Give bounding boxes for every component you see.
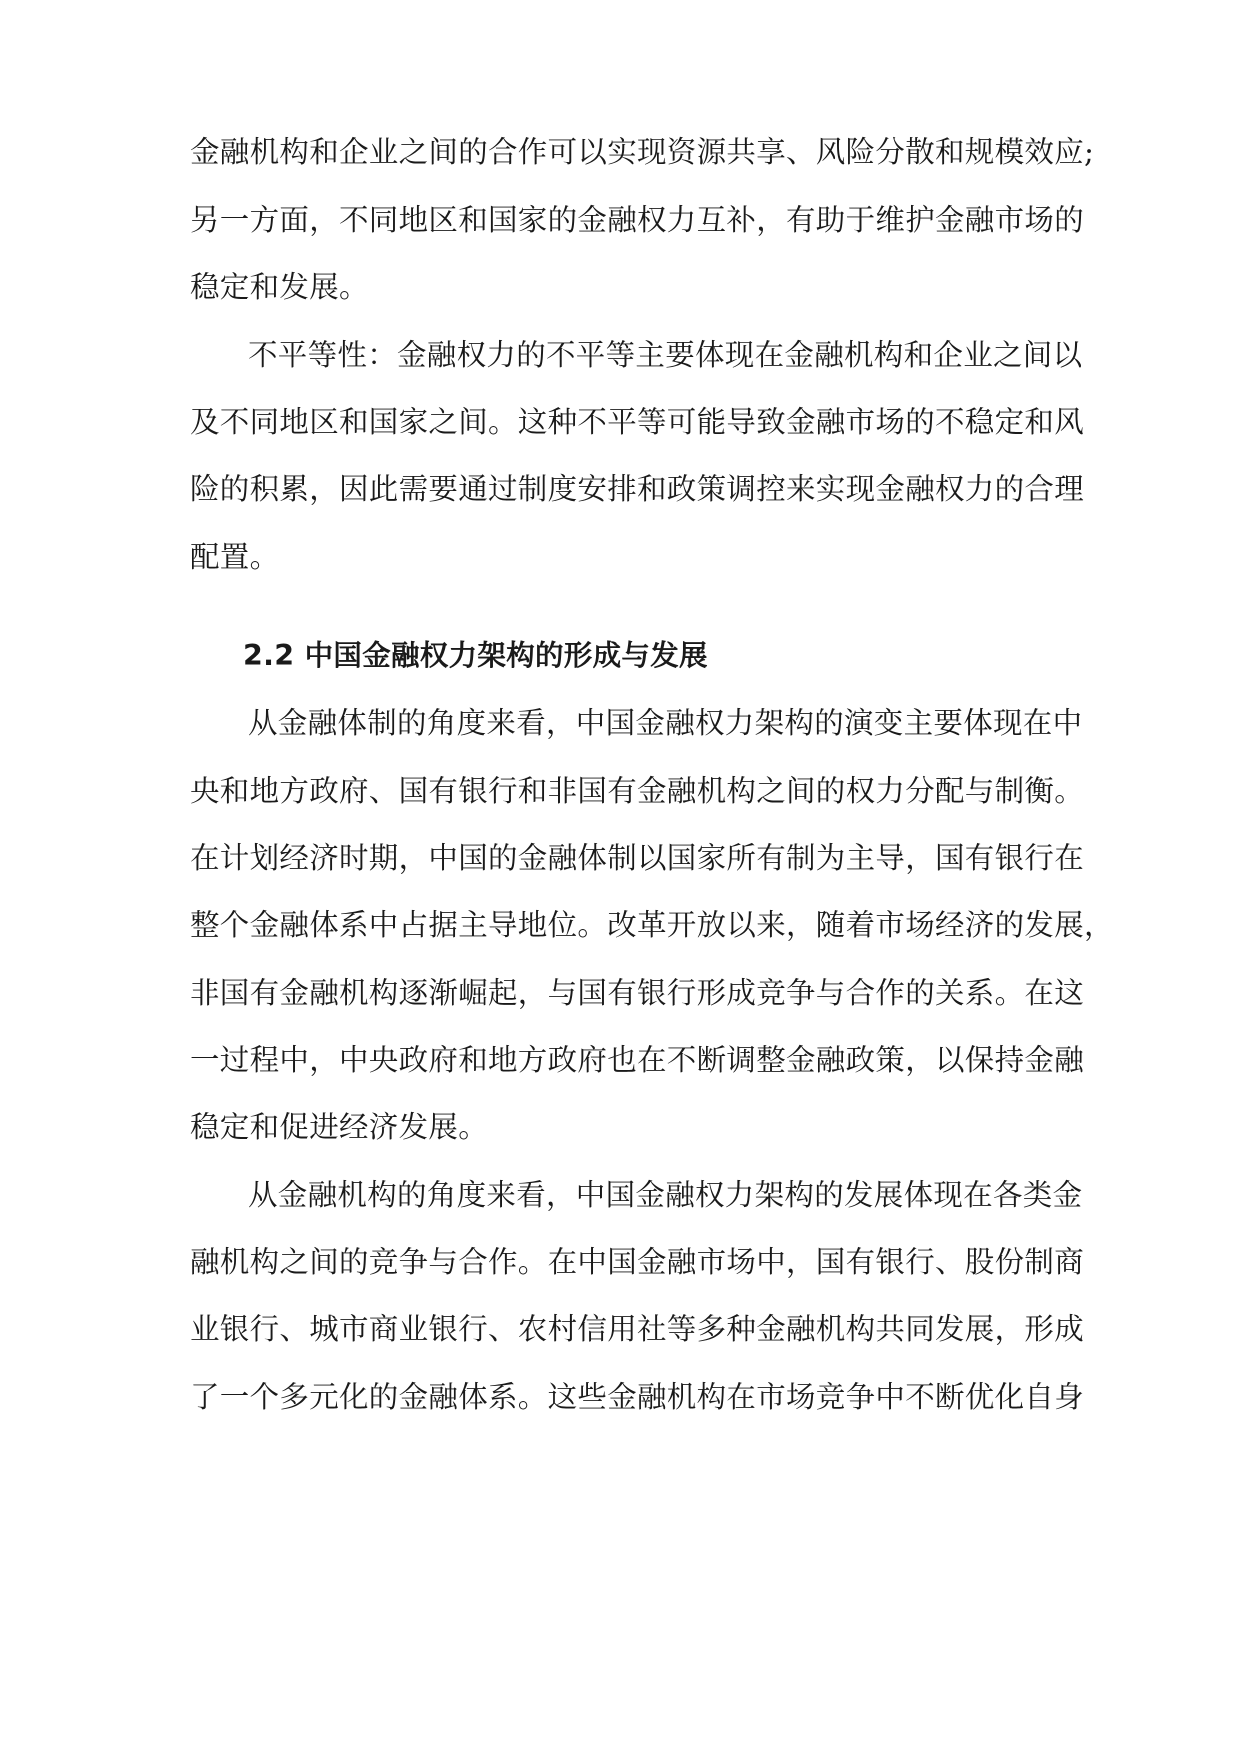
paragraph-2-line-2: 及不同地区和国家之间。这种不平等可能导致金融市场的不稳定和风 (190, 405, 1085, 439)
paragraph-4-line-2: 融机构之间的竞争与合作。在中国金融市场中，国有银行、股份制商 (190, 1245, 1085, 1279)
paragraph-3-line-6: 一过程中，中央政府和地方政府也在不断调整金融政策，以保持金融 (190, 1043, 1085, 1077)
paragraph-3-line-4: 整个金融体系中占据主导地位。改革开放以来，随着市场经济的发展， (190, 908, 1114, 942)
paragraph-3-line-3: 在计划经济时期，中国的金融体制以国家所有制为主导，国有银行在 (190, 841, 1085, 875)
paragraph-3-line-2: 央和地方政府、国有银行和非国有金融机构之间的权力分配与制衡。 (190, 774, 1085, 808)
paragraph-4-line-3: 业银行、城市商业银行、农村信用社等多种金融机构共同发展，形成 (190, 1312, 1085, 1346)
paragraph-2-line-1: 不平等性：金融权力的不平等主要体现在金融机构和企业之间以 (248, 338, 1083, 372)
paragraph-1-line-2: 另一方面，不同地区和国家的金融权力互补，有助于维护金融市场的 (190, 203, 1085, 237)
paragraph-1-line-1: 金融机构和企业之间的合作可以实现资源共享、风险分散和规模效应; (190, 135, 1095, 169)
paragraph-3-line-7: 稳定和促进经济发展。 (190, 1110, 489, 1144)
paragraph-2-line-3: 险的积累，因此需要通过制度安排和政策调控来实现金融权力的合理 (190, 472, 1085, 506)
paragraph-3-line-1: 从金融体制的角度来看，中国金融权力架构的演变主要体现在中 (248, 706, 1083, 740)
paragraph-4-line-4: 了一个多元化的金融体系。这些金融机构在市场竞争中不断优化自身 (190, 1380, 1085, 1414)
section-heading: 2.2 中国金融权力架构的形成与发展 (243, 639, 708, 672)
paragraph-2-line-4: 配置。 (190, 540, 280, 574)
paragraph-4-line-1: 从金融机构的角度来看，中国金融权力架构的发展体现在各类金 (248, 1178, 1083, 1212)
paragraph-1-line-3: 稳定和发展。 (190, 270, 369, 304)
paragraph-3-line-5: 非国有金融机构逐渐崛起，与国有银行形成竞争与合作的关系。在这 (190, 976, 1085, 1010)
